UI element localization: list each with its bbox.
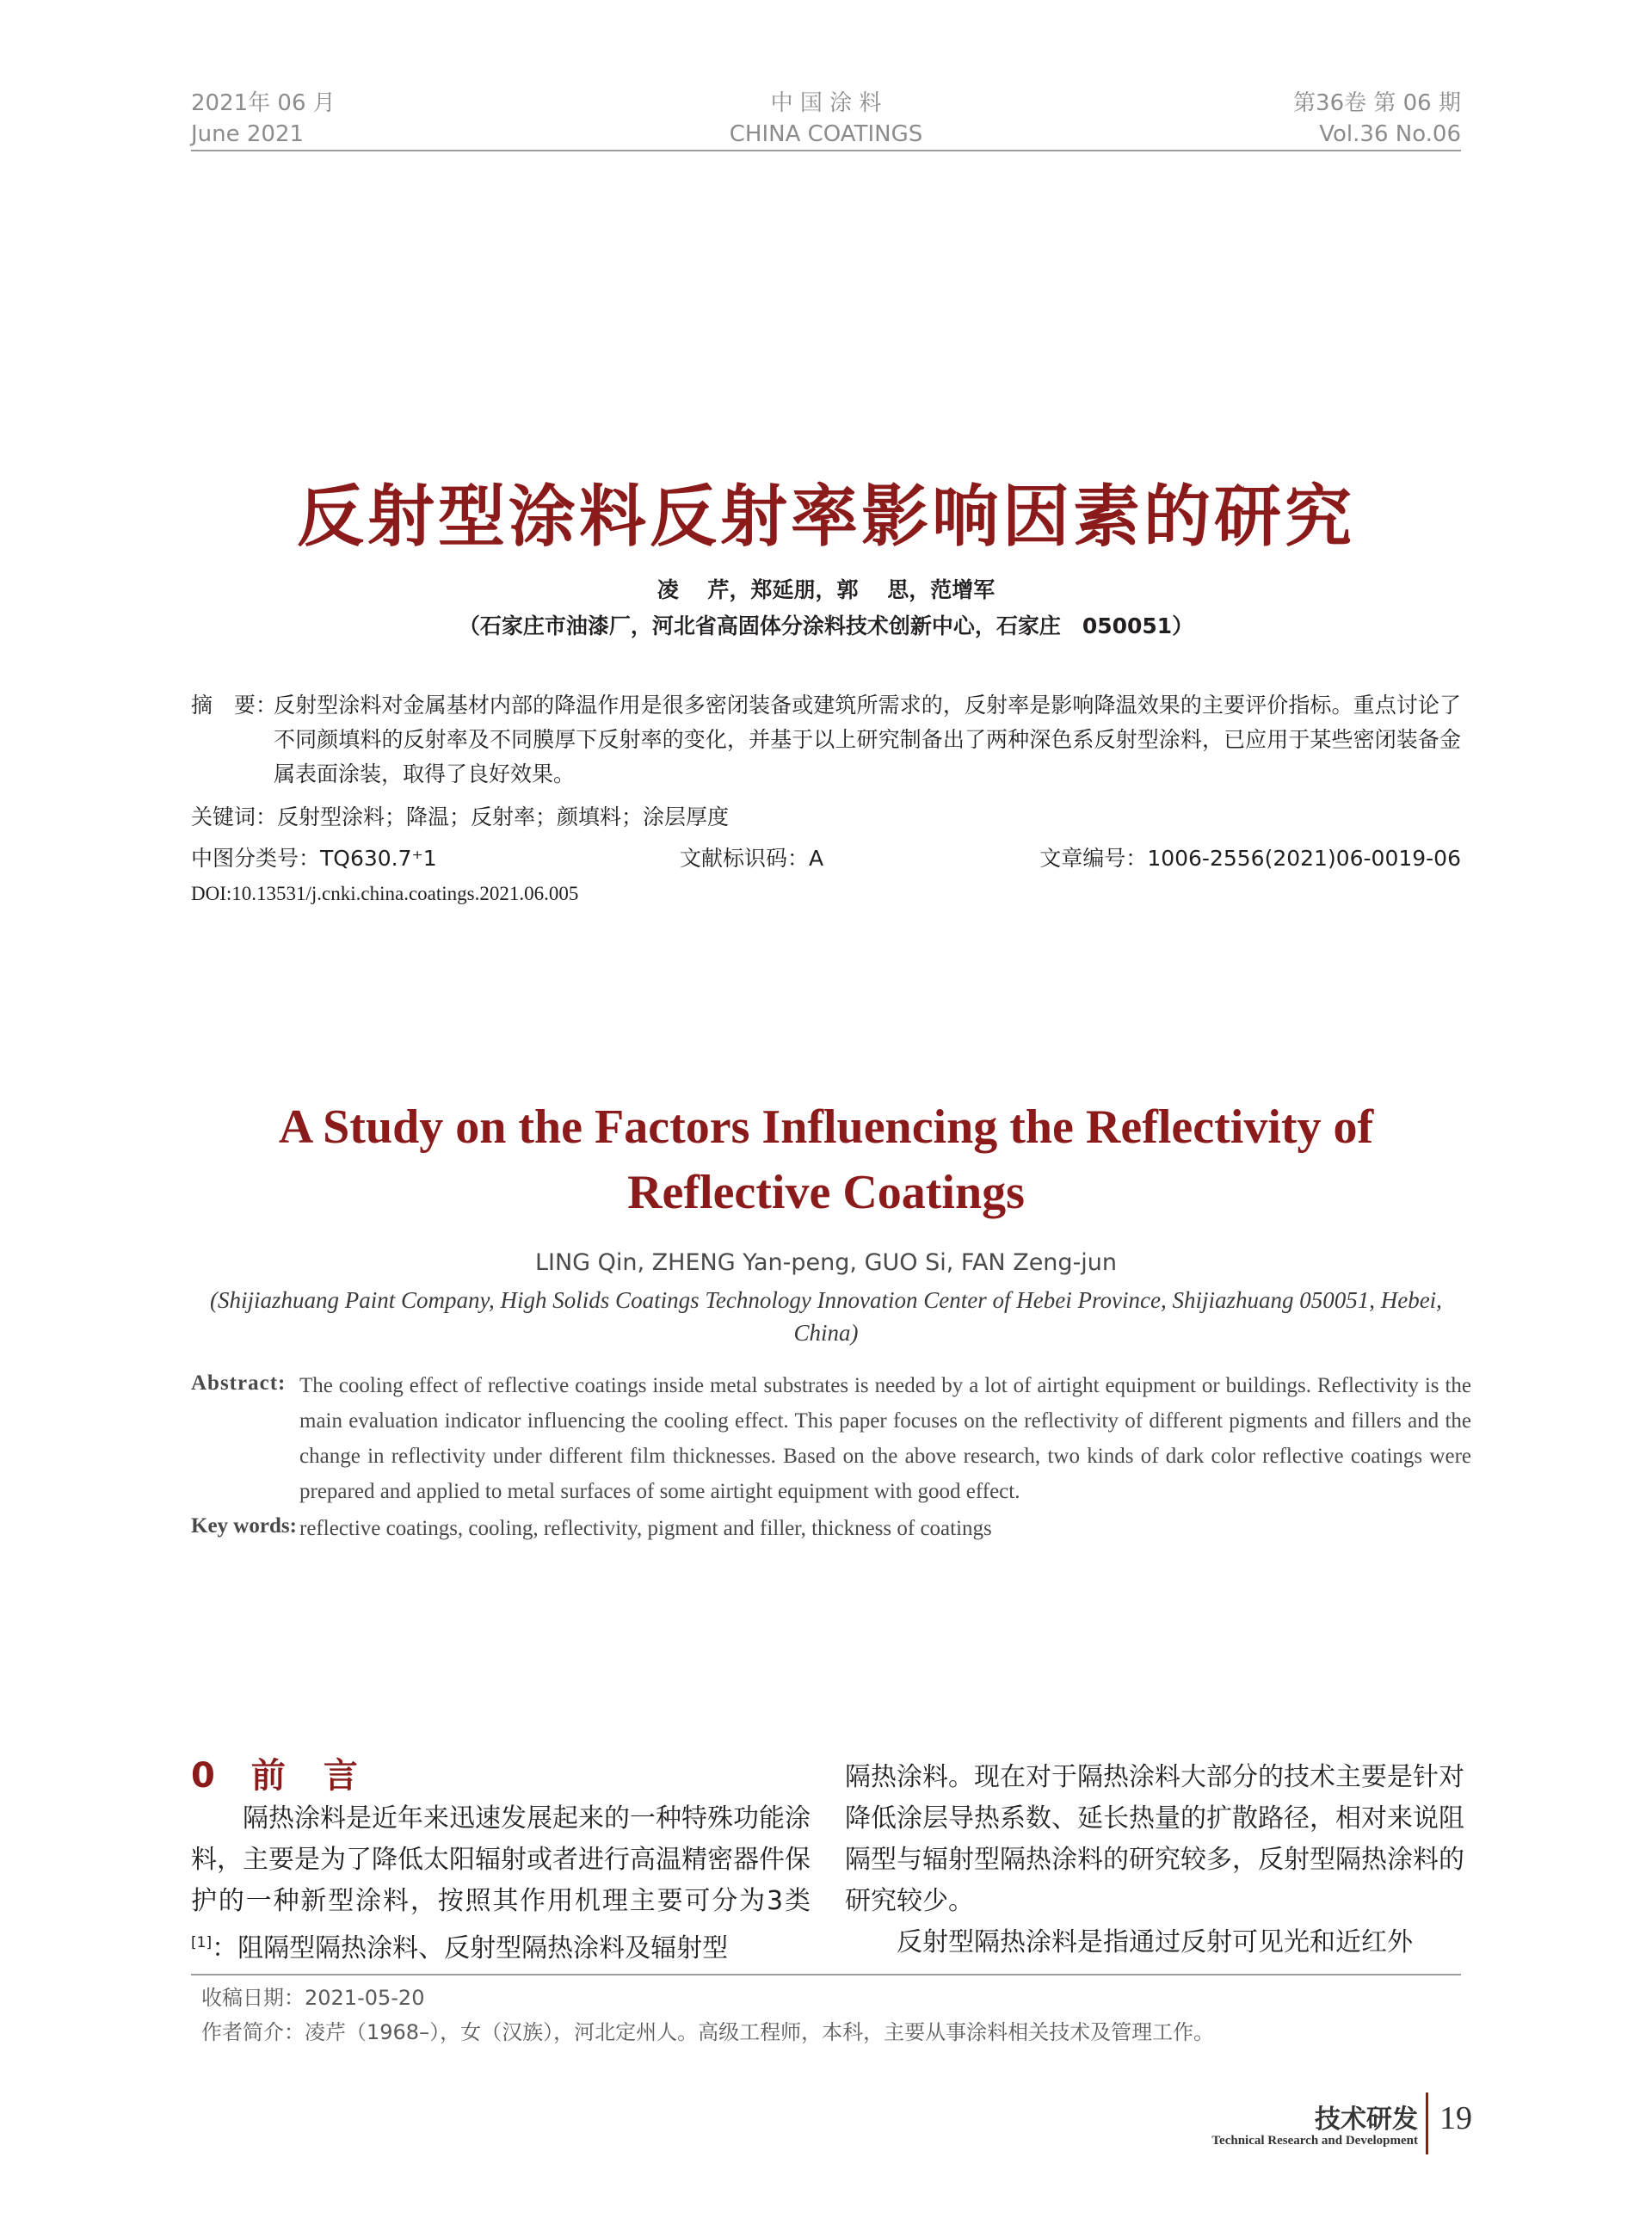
header-rule xyxy=(191,150,1461,151)
article-no-row xyxy=(1039,841,1461,876)
article-no-label: 文章编号： xyxy=(1039,846,1148,871)
section-heading xyxy=(191,1748,360,1797)
keywords-en: reflective coatings, cooling, reflectivity, pigment and filler, thickness of coatings xyxy=(299,1517,992,1540)
abstract-label-en: Abstract: xyxy=(191,1371,287,1395)
header-date-cn: 2021年 06 月 xyxy=(191,90,336,116)
header-volume-en: Vol.36 No.06 xyxy=(1319,121,1461,147)
received-date: 收稿日期：2021-05-20 xyxy=(201,1986,425,2010)
section-number: 0 xyxy=(191,1756,217,1796)
author-bio: 作者简介：凌芹（1968–），女（汉族），河北定州人。高级工程师，本科，主要从事涂料相关技术及管理工作。 xyxy=(201,2020,1215,2044)
doc-code-label: 文献标识码： xyxy=(680,846,810,871)
affiliation-cn: （石家庄市油漆厂，河北省高固体分涂料技术创新中心，石家庄 050051） xyxy=(458,613,1194,638)
keywords-label-cn: 关键词： xyxy=(191,804,278,829)
footer-divider xyxy=(1426,2092,1428,2154)
intro-paragraph-1-tail: ：阻隔型隔热涂料、反射型隔热涂料及辐射型 xyxy=(212,1933,729,1963)
clc-label: 中图分类号： xyxy=(191,846,321,871)
paper-title-en xyxy=(0,1094,1652,1225)
paper-title-en-line2: Reflective Coatings xyxy=(627,1166,1025,1219)
abstract-cn: 反射型涂料对金属基材内部的降温作用是很多密闭装备或建筑所需求的，反射率是影响降温效果的主要评价指标。重点讨论了不同颜填料的反射率及不同膜厚下反射率的变化，并基于以上研究制备出了两种深色系反射型涂料，已应用于某些密闭装备金属表面涂装，取得了良好效果。 xyxy=(274,693,1461,786)
keywords-cn: 反射型涂料；降温；反射率；颜填料；涂层厚度 xyxy=(277,804,730,829)
footer-section-en: Technical Research and Development xyxy=(1211,2134,1418,2148)
header-journal-en: CHINA COATINGS xyxy=(729,121,923,147)
citation-ref: [1] xyxy=(191,1934,213,1951)
doc-code-value: A xyxy=(809,846,824,871)
clc-row xyxy=(191,841,437,876)
intro-paragraph-1: 隔热涂料是近年来迅速发展起来的一种特殊功能涂料，主要是为了降低太阳辐射或者进行高温精密器件保护的一种新型涂料，按照其作用机理主要可分为3类 xyxy=(191,1803,811,1916)
authors-cn: 凌 芹，郑延朋，郭 思，范增军 xyxy=(656,577,996,602)
header-date-en: June 2021 xyxy=(191,121,305,147)
abstract-en: The cooling effect of reflective coatings inside metal substrates is needed by a lot of airtight equipment or buildings. Reflectivity is the main evaluation indicator influencing the cooling effect. This paper focuses on the reflectivity of different pigments and fillers and the change in reflectivity under different film thicknesses. Based on the above research, two kinds of dark color reflective coatings were prepared and applied to metal surfaces of some airtight equipment with good effect. xyxy=(299,1374,1471,1503)
abstract-label-cn: 摘 要： xyxy=(191,693,278,718)
body-column-right xyxy=(845,1757,1464,1963)
keywords-cn-row xyxy=(191,800,729,835)
section-title: 前 言 xyxy=(250,1756,360,1796)
header-volume-cn: 第36卷 第 06 期 xyxy=(1293,90,1461,116)
doi: DOI:10.13531/j.cnki.china.coatings.2021.06.005 xyxy=(191,883,579,904)
page-number: 19 xyxy=(1439,2100,1472,2136)
footer-section-cn: 技术研发 xyxy=(1315,2105,1418,2135)
header-journal-cn: 中 国 涂 料 xyxy=(770,90,882,116)
affiliation-en: (Shijiazhuang Paint Company, High Solids Coatings Technology Innovation Center of Hebei Province, Shijiazhuang 050051, Hebei, China) xyxy=(210,1287,1442,1346)
footnote-rule xyxy=(191,1974,1461,1975)
paper-title-en-line1: A Study on the Factors Influencing the Reflectivity of xyxy=(278,1100,1374,1154)
body-column-left xyxy=(191,1798,811,1969)
clc-value: TQ630.7⁺1 xyxy=(320,846,437,871)
keywords-label-en: Key words: xyxy=(191,1514,297,1538)
doc-code-row xyxy=(680,841,823,876)
article-no-value: 1006-2556(2021)06-0019-06 xyxy=(1147,846,1461,871)
intro-paragraph-2: 反射型隔热涂料是指通过反射可见光和近红外 xyxy=(845,1927,1413,1957)
paper-title-cn: 反射型涂料反射率影响因素的研究 xyxy=(296,478,1355,556)
authors-en: LING Qin, ZHENG Yan-peng, GUO Si, FAN Zeng-jun xyxy=(534,1249,1118,1276)
intro-paragraph-1-cont: 隔热涂料。现在对于隔热涂料大部分的技术主要是针对降低涂层导热系数、延长热量的扩散路径，相对来说阻隔型与辐射型隔热涂料的研究较多，反射型隔热涂料的研究较少。 xyxy=(845,1762,1464,1916)
